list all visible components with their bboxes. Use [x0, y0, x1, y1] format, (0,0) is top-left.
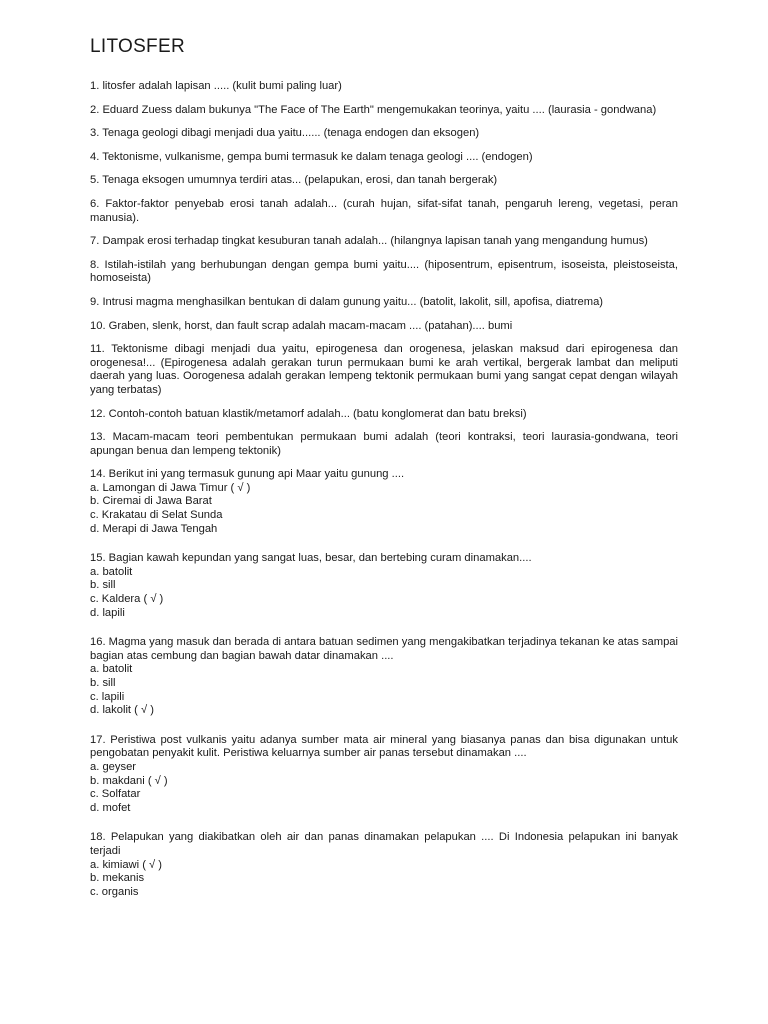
- question-text: 7. Dampak erosi terhadap tingkat kesuburan tanah adalah... (hilangnya lapisan tanah yang mengandung humus): [90, 235, 648, 248]
- question-text: 12. Contoh-contoh batuan klastik/metamorf adalah... (batu konglomerat dan batu breksi): [90, 407, 527, 420]
- question-text: 16. Magma yang masuk dan berada di antara batuan sedimen yang mengakibatkan terjadinya tekanan ke atas sampai bagian atas cembung dan bagian bawah datar dinamakan ....: [90, 636, 678, 662]
- question-item: [90, 296, 678, 310]
- question-item: [90, 127, 678, 141]
- question-text: 10. Graben, slenk, horst, dan fault scrap adalah macam-macam .... (patahan).... bumi: [90, 319, 513, 332]
- question-item: [90, 468, 678, 536]
- page-title: LITOSFER: [90, 36, 185, 57]
- question-item: [90, 80, 678, 94]
- answer-option: d. lapili: [90, 606, 125, 619]
- answer-options: [90, 663, 678, 717]
- answer-option: c. Kaldera ( √ ): [90, 593, 164, 606]
- answer-option: a. Lamongan di Jawa Timur ( √ ): [90, 481, 251, 494]
- answer-option: b. sill: [90, 677, 116, 689]
- question-text: 6. Faktor-faktor penyebab erosi tanah adalah... (curah hujan, sifat-sifat tanah, pengaruh lereng, vegetasi, peran manusia).: [90, 197, 678, 224]
- question-text: 1. litosfer adalah lapisan ..... (kulit bumi paling luar): [90, 80, 342, 92]
- question-text: 14. Berikut ini yang termasuk gunung api Maar yaitu gunung ....: [90, 468, 405, 481]
- answer-option: c. Krakatau di Selat Sunda: [90, 509, 223, 522]
- answer-option: d. Merapi di Jawa Tengah: [90, 522, 218, 535]
- answer-option: c. organis: [90, 885, 139, 898]
- question-item: [90, 174, 678, 188]
- answer-option: b. sill: [90, 579, 116, 592]
- question-text: 2. Eduard Zuess dalam bukunya "The Face of The Earth" mengemukakan teorinya, yaitu .... (laurasia - gondwana): [90, 103, 657, 116]
- answer-option: a. geyser: [90, 760, 137, 773]
- question-item: [90, 431, 678, 458]
- question-item: [90, 343, 678, 397]
- question-text: 11. Tektonisme dibagi menjadi dua yaitu, epirogenesa dan orogenesa, jelaskan maksud dari epirogenesa dan orogenesa!... (Epirogenesa adalah gerakan turun permukaan bumi ke arah vertikal, bergerak lambat dan meliputi daerah yang luas. Oorogenesa adalah gerakan lempeng tektonik permukaan bumi yang sangat cepat dengan wilayah yang terbatas): [90, 343, 678, 396]
- question-text: 18. Pelapukan yang diakibatkan oleh air dan panas dinamakan pelapukan .... Di Indonesia pelapukan ini banyak terjadi: [90, 831, 678, 857]
- question-item: [90, 552, 678, 620]
- question-text: 15. Bagian kawah kepundan yang sangat luas, besar, dan bertebing curam dinamakan....: [90, 552, 532, 565]
- answer-option: d. lakolit ( √ ): [90, 704, 154, 717]
- question-text: 8. Istilah-istilah yang berhubungan dengan gempa bumi yaitu.... (hiposentrum, episentrum, isoseista, pleistoseista, homoseista): [90, 258, 678, 285]
- answer-option: a. batolit: [90, 663, 133, 676]
- question-text: 3. Tenaga geologi dibagi menjadi dua yaitu...... (tenaga endogen dan eksogen): [90, 127, 480, 140]
- answer-options: [90, 859, 678, 900]
- answer-options: [90, 761, 678, 815]
- answer-option: a. batolit: [90, 565, 133, 578]
- question-text: 17. Peristiwa post vulkanis yaitu adanya sumber mata air mineral yang biasanya panas dan bisa digunakan untuk pengobatan penyakit kulit. Peristiwa keluarnya sumber air panas tersebut dinamakan ....: [90, 733, 678, 760]
- question-item: [90, 408, 678, 422]
- answer-options: [90, 566, 678, 620]
- question-text: 5. Tenaga eksogen umumnya terdiri atas... (pelapukan, erosi, dan tanah bergerak): [90, 174, 498, 187]
- question-item: [90, 734, 678, 816]
- question-text: 9. Intrusi magma menghasilkan bentukan di dalam gunung yaitu... (batolit, lakolit, sill, apofisa, diatrema): [90, 295, 604, 308]
- question-item: [90, 320, 678, 334]
- question-text: 4. Tektonisme, vulkanisme, gempa bumi termasuk ke dalam tenaga geologi .... (endogen): [90, 150, 533, 163]
- answer-option: b. makdani ( √ ): [90, 774, 168, 787]
- answer-option: c. lapili: [90, 690, 125, 703]
- answer-option: a. kimiawi ( √ ): [90, 858, 163, 871]
- question-item: [90, 259, 678, 286]
- question-item: [90, 636, 678, 718]
- answer-option: b. Ciremai di Jawa Barat: [90, 495, 212, 508]
- answer-options: [90, 482, 678, 536]
- question-item: [90, 198, 678, 225]
- question-text: 13. Macam-macam teori pembentukan permukaan bumi adalah (teori kontraksi, teori laurasia-gondwana, teori apungan benua dan lempeng tektonik): [90, 431, 678, 457]
- answer-option: b. mekanis: [90, 872, 145, 885]
- answer-option: c. Solfatar: [90, 788, 141, 801]
- question-item: [90, 831, 678, 899]
- question-item: [90, 151, 678, 165]
- answer-option: d. mofet: [90, 801, 131, 814]
- question-item: [90, 104, 678, 118]
- question-list: [90, 70, 678, 899]
- question-item: [90, 235, 678, 249]
